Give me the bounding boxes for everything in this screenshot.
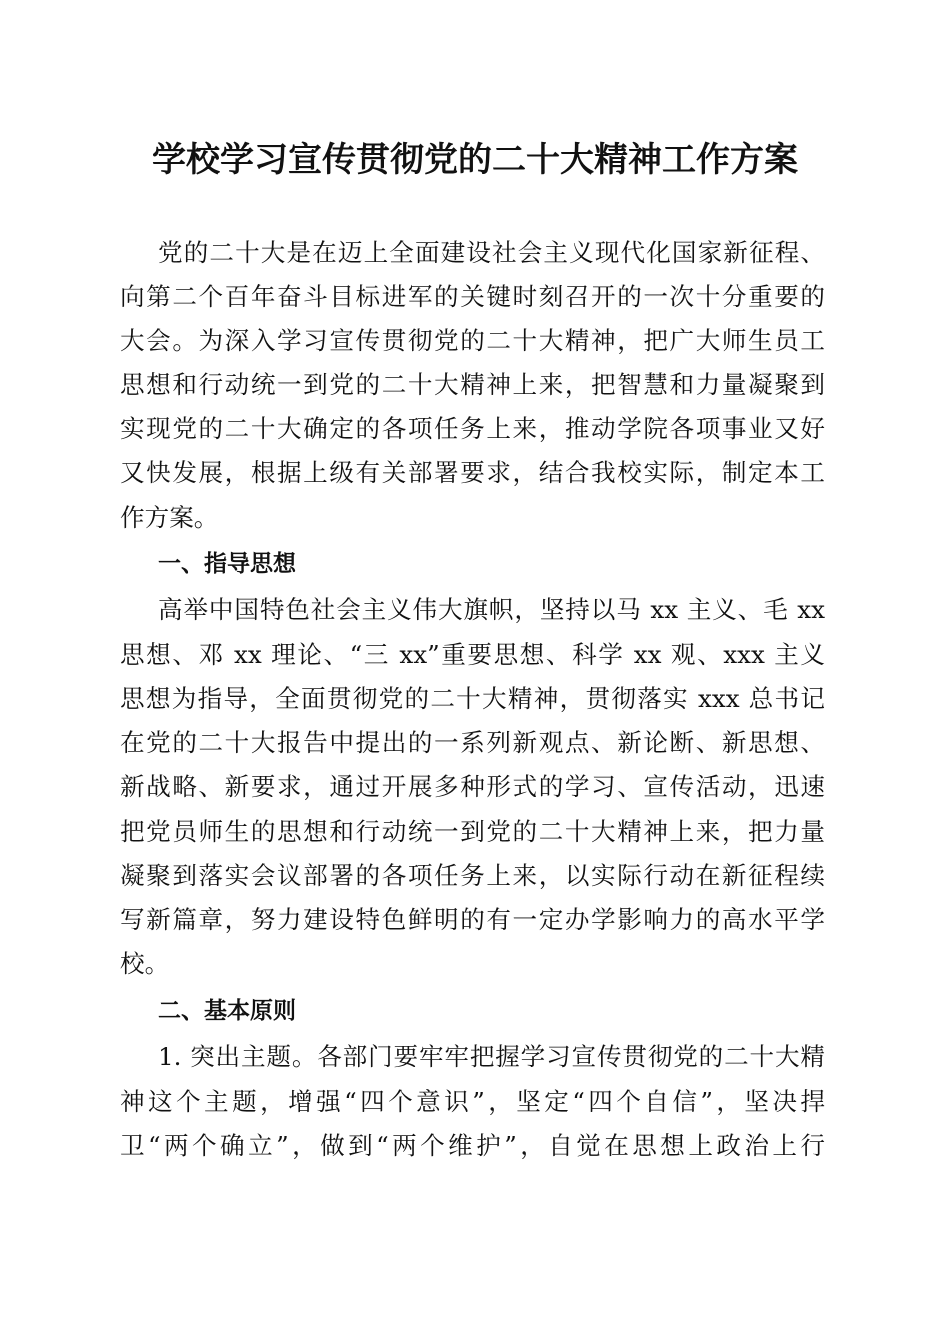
intro-line: 实现党的二十大确定的各项任务上来，推动学院各项事业又好: [120, 414, 825, 443]
section-heading-guiding-thought: 一、指导思想: [158, 551, 296, 577]
intro-line: 作方案。: [120, 503, 219, 532]
section2-line: 卫“两个确立”，做到“两个维护”，自觉在思想上政治上行: [120, 1131, 825, 1160]
document-title: 学校学习宣传贯彻党的二十大精神工作方案: [152, 140, 798, 180]
section2-line: 1. 突出主题。各部门要牢牢把握学习宣传贯彻党的二十大精: [158, 1042, 825, 1071]
intro-line: 思想和行动统一到党的二十大精神上来，把智慧和力量凝聚到: [120, 370, 825, 399]
intro-line: 大会。为深入学习宣传贯彻党的二十大精神，把广大师生员工: [120, 326, 825, 355]
section1-line: 凝聚到落实会议部署的各项任务上来，以实际行动在新征程续: [120, 861, 825, 890]
section-heading-basic-principles: 二、基本原则: [158, 998, 296, 1024]
section1-line: 写新篇章，努力建设特色鲜明的有一定办学影响力的高水平学: [120, 905, 825, 934]
section1-line: 思想为指导，全面贯彻党的二十大精神，贯彻落实 xxx 总书记: [120, 684, 825, 713]
intro-line: 向第二个百年奋斗目标进军的关键时刻召开的一次十分重要的: [120, 282, 825, 311]
section1-line: 把党员师生的思想和行动统一到党的二十大精神上来，把力量: [120, 817, 825, 846]
section1-line: 校。: [120, 949, 170, 978]
intro-line: 党的二十大是在迈上全面建设社会主义现代化国家新征程、: [158, 238, 825, 267]
section1-line: 新战略、新要求，通过开展多种形式的学习、宣传活动，迅速: [120, 772, 825, 801]
intro-line: 又快发展，根据上级有关部署要求，结合我校实际，制定本工: [120, 458, 825, 487]
section2-line: 神这个主题，增强“四个意识”，坚定“四个自信”，坚决捍: [120, 1087, 825, 1116]
section1-line: 高举中国特色社会主义伟大旗帜，坚持以马 xx 主义、毛 xx: [158, 595, 825, 624]
section1-line: 思想、邓 xx 理论、“三 xx”重要思想、科学 xx 观、xxx 主义: [120, 640, 825, 669]
section1-line: 在党的二十大报告中提出的一系列新观点、新论断、新思想、: [120, 728, 825, 757]
